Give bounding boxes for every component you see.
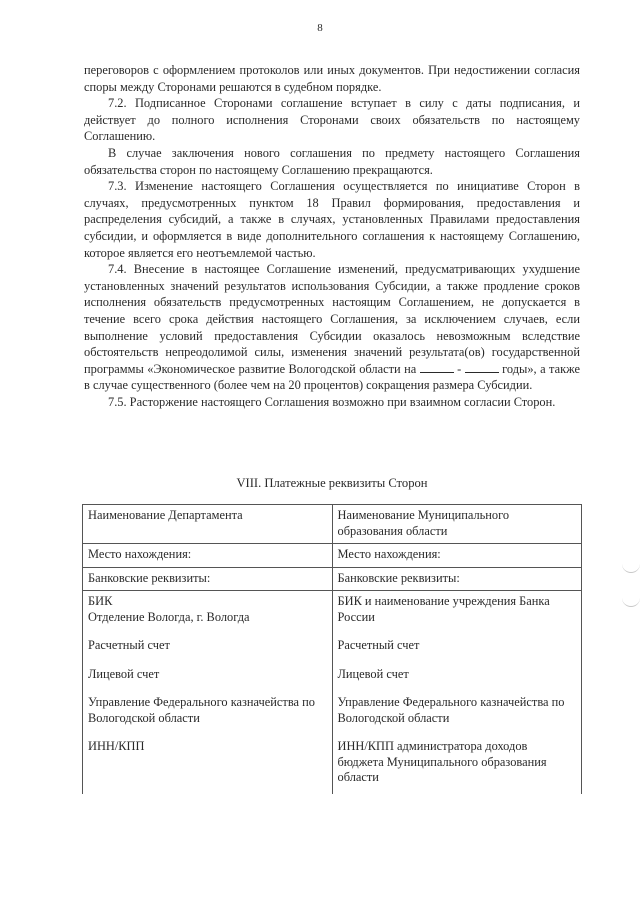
table-row (83, 730, 582, 794)
table-row (83, 658, 582, 687)
scan-edge-mark (622, 562, 640, 573)
year-from-blank (420, 362, 454, 373)
agreement-body-text (84, 62, 580, 410)
paragraph-disputes: переговоров с оформлением протоколов или иных документов. При недостижении согласия споры между Сторонами решаются в судебном порядке. (84, 63, 580, 94)
paragraph-7-2: 7.2. Подписанное Сторонами соглашение вступает в силу с даты подписания, и действует до полного исполнения Сторонами своих обязательств по настоящему Соглашению. (84, 96, 580, 144)
year-dash: - (457, 361, 462, 376)
department-bik-label: БИК (88, 594, 113, 608)
municipality-location-cell: Место нахождения: (332, 544, 582, 568)
paragraph-7-4-end: годы», а также в случае существенного (более чем на 20 процентов) сокращения размера Субсидии. (84, 361, 580, 393)
department-location-cell: Место нахождения: (83, 544, 333, 568)
table-row (83, 544, 582, 568)
municipality-bank-cell: Банковские реквизиты: (332, 567, 582, 591)
page-number: 8 (317, 22, 323, 34)
municipality-inn-cell: ИНН/КПП администратора доходов бюджета Муниципального образования области (332, 730, 582, 794)
paragraph-7-3: 7.3. Изменение настоящего Соглашения осуществляется по инициативе Сторон в случаях, предусмотренных пунктом 18 Правил формирования, предоставления и распределения субсидий, а также в случаях, установленных Правилами предоставления субсидии, и оформляется в виде дополнительного соглашения к настоящему Соглашению, которое является его неотъемлемой частью. (84, 179, 580, 260)
department-bank-cell: Банковские реквизиты: (83, 567, 333, 591)
table-row (83, 591, 582, 630)
paragraph-new-agreement: В случае заключения нового соглашения по предмету настоящего Соглашения обязательства сторон по настоящему Соглашению прекращаются. (84, 145, 580, 177)
department-bank-branch: Отделение Вологда, г. Вологда (88, 609, 250, 624)
paragraph-7-4-start: 7.4. Внесение в настоящее Соглашение изменений, предусматривающих ухудшение установленных значений результатов использования Субсидии, а также продление сроков исполнения обязательств предусмотренных настоящим Соглашением, не допускается в течение всего срока действия настоящего Соглашения, за исключением случаев, если выполнение условий предоставления Субсидии оказалось невозможным вследствие обстоятельств непреодолимой силы, изменения значений результата(ов) государственной программы «Экономическое развитие Вологодской области на (84, 262, 580, 376)
department-treasury-cell: Управление Федерального казначейства по Вологодской области (83, 686, 333, 730)
department-inn-cell: ИНН/КПП (83, 730, 333, 794)
paragraph-7-5: 7.5. Расторжение настоящего Соглашения возможно при взаимном согласии Сторон. (108, 394, 556, 409)
table-row (83, 686, 582, 730)
municipality-personal-account-cell: Лицевой счет (332, 658, 582, 687)
table-row (83, 567, 582, 591)
table-row (83, 629, 582, 658)
department-name-cell: Наименование Департамента (83, 505, 333, 544)
department-bik-cell (83, 591, 333, 630)
municipality-name-cell: Наименование Муниципального образования области (332, 505, 582, 544)
department-account-cell: Расчетный счет (83, 629, 333, 658)
municipality-account-cell: Расчетный счет (332, 629, 582, 658)
scan-edge-mark (622, 596, 640, 607)
table-row (83, 505, 582, 544)
year-to-blank (465, 362, 499, 373)
department-personal-account-cell: Лицевой счет (83, 658, 333, 687)
municipality-bik-cell: БИК и наименование учреждения Банка России (332, 591, 582, 630)
paragraph-7-4 (84, 261, 580, 394)
municipality-treasury-cell: Управление Федерального казначейства по Вологодской области (332, 686, 582, 730)
payment-requisites-table (82, 504, 582, 794)
section-title: VIII. Платежные реквизиты Сторон (236, 476, 428, 490)
